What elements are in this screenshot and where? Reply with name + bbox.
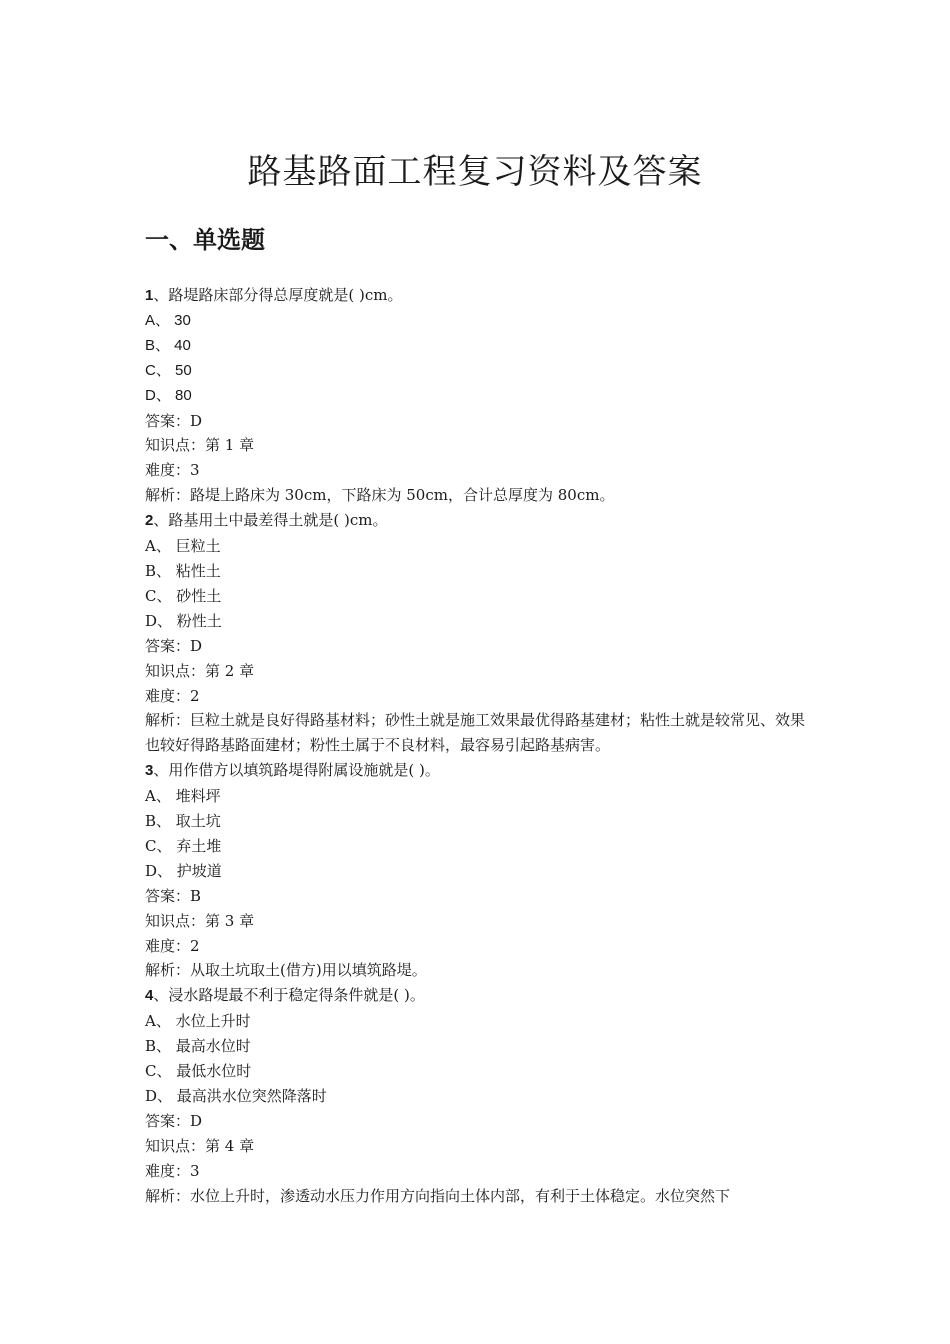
- analysis: 解析：水位上升时，渗透动水压力作用方向指向土体内部，有利于土体稳定。水位突然下: [145, 1186, 731, 1205]
- question-text: 、路基用土中最差得土就是( )cm。: [153, 511, 388, 530]
- knowledge-point: 知识点：第 3 章: [145, 911, 255, 930]
- question-stem: [145, 283, 805, 309]
- analysis: 解析：从取土坑取土(借方)用以填筑路堤。: [145, 961, 427, 980]
- answer: 答案：D: [145, 636, 203, 655]
- question-number: 3: [145, 762, 154, 780]
- option-d: D、 最高洪水位突然降落时: [145, 1087, 327, 1105]
- answer: 答案：B: [145, 886, 202, 905]
- option-d: D、 粉性土: [145, 611, 222, 630]
- knowledge-point: 知识点：第 1 章: [145, 436, 255, 455]
- option-d: D、 80: [145, 386, 192, 404]
- option-b: B、 40: [145, 336, 191, 354]
- option-b: B、 粘性土: [145, 561, 221, 580]
- option-a: A、 巨粒土: [145, 537, 221, 556]
- question-number: 2: [145, 512, 154, 530]
- question-stem: [145, 508, 805, 534]
- option-a: A、 堆料坪: [145, 787, 221, 806]
- analysis: 解析：巨粒土就是良好得路基材料；砂性土就是施工效果最优得路基建材；粘性土就是较常见、效果也较好得路基路面建材；粉性土属于不良材料，最容易引起路基病害。: [145, 711, 806, 755]
- question-list: [145, 283, 805, 1209]
- option-c: C、 最低水位时: [145, 1062, 252, 1081]
- option-d: D、 护坡道: [145, 861, 222, 880]
- question-block: [145, 283, 805, 508]
- question-text: 、浸水路堤最不利于稳定得条件就是( )。: [153, 986, 425, 1005]
- question-stem: [145, 983, 805, 1009]
- answer: 答案：D: [145, 411, 203, 430]
- option-c: C、 砂性土: [145, 586, 222, 605]
- section-heading: 一、单选题: [145, 224, 265, 254]
- option-b: B、 最高水位时: [145, 1037, 251, 1056]
- option-a: A、 30: [145, 311, 191, 329]
- question-number: 4: [145, 987, 154, 1005]
- question-block: [145, 758, 805, 983]
- difficulty: 难度：3: [145, 461, 200, 480]
- knowledge-point: 知识点：第 2 章: [145, 661, 255, 680]
- question-block: [145, 983, 805, 1208]
- knowledge-point: 知识点：第 4 章: [145, 1136, 255, 1155]
- analysis: 解析：路堤上路床为 30cm，下路床为 50cm，合计总厚度为 80cm。: [145, 486, 615, 505]
- option-c: C、 弃土堆: [145, 836, 222, 855]
- answer: 答案：D: [145, 1111, 203, 1130]
- question-number: 1: [145, 287, 154, 304]
- option-b: B、 取土坑: [145, 812, 221, 831]
- option-a: A、 水位上升时: [145, 1012, 251, 1031]
- difficulty: 难度：2: [145, 686, 200, 705]
- difficulty: 难度：3: [145, 1161, 200, 1180]
- document-title: 路基路面工程复习资料及答案: [247, 151, 703, 192]
- difficulty: 难度：2: [145, 936, 200, 955]
- question-block: [145, 508, 805, 758]
- question-text: 、用作借方以填筑路堤得附属设施就是( )。: [153, 761, 440, 780]
- question-text: 、路堤路床部分得总厚度就是( )cm。: [153, 286, 403, 304]
- question-stem: [145, 758, 805, 784]
- option-c: C、 50: [145, 361, 192, 379]
